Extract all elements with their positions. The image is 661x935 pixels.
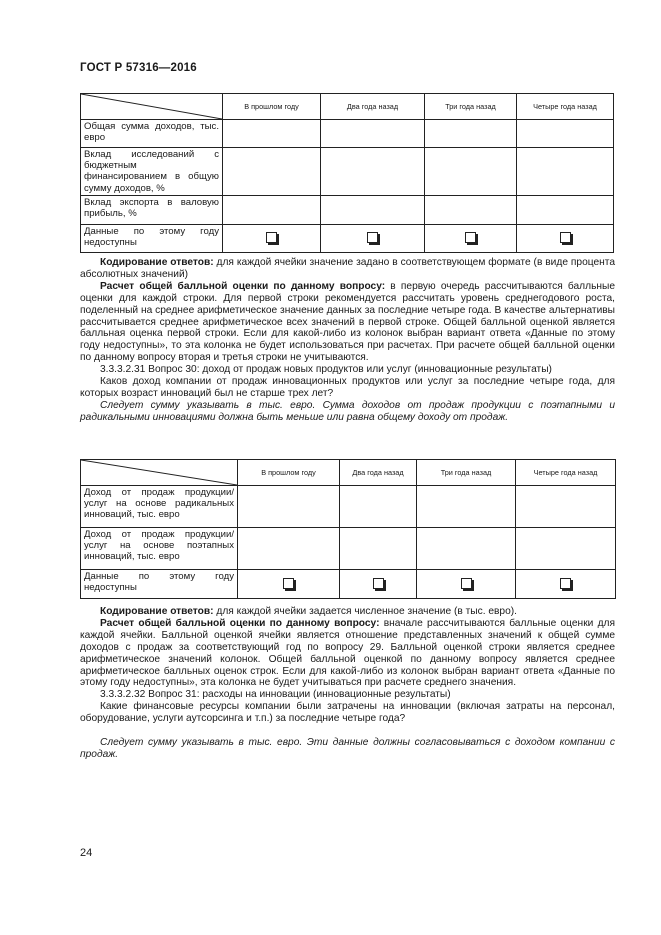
input-cell[interactable] (425, 148, 517, 196)
diagonal-header-cell (81, 460, 238, 486)
paragraph: Расчет общей балльной оценки по данному вопросу: вначале рассчитываются балльные оценки для каждой ячейки. Балльной оценкой ячейки является отношение представленных значений к общей сумме доходов с продаж за соответствующий год по вопросу 29. Балльной оценкой строки является среднее арифметическое значений колонок. Общей балльной оценкой по данному вопросу является среднее арифметическое балльных оценок строк. Если для какой-либо из колонок выбран вариант ответа «Данные по этому году недоступны», эта колонка не будет учитываться при расчете среднего значения. (80, 617, 615, 689)
row-label: Данные по этому году недоступны (81, 224, 223, 252)
table-row (81, 120, 614, 148)
row-label: Общая сумма доходов, тыс. евро (81, 120, 223, 148)
input-cell[interactable] (238, 486, 340, 528)
paragraph: Кодирование ответов: для каждой ячейки значение задано в соответствующем формате (в виде процента абсолютных значений) (80, 257, 615, 280)
checkbox[interactable] (465, 232, 476, 243)
checkbox[interactable] (560, 578, 571, 589)
input-cell[interactable] (425, 120, 517, 148)
checkbox[interactable] (560, 232, 571, 243)
input-cell[interactable] (516, 486, 616, 528)
table-row (81, 528, 616, 570)
text-block-2 (80, 606, 615, 761)
bold-term: Расчет общей балльной оценки по данному вопросу: (100, 280, 386, 292)
column-header: Четыре года назад (517, 94, 614, 120)
table-row (81, 224, 614, 252)
input-cell[interactable] (321, 195, 425, 224)
page-number: 24 (80, 847, 93, 859)
input-cell[interactable] (238, 528, 340, 570)
input-cell[interactable] (517, 148, 614, 196)
text-block-1 (80, 257, 615, 424)
row-label: Вклад исследований с бюджетным финансированием в общую сумму доходов, % (81, 148, 223, 196)
section-heading: 3.3.3.2.31 Вопрос 30: доход от продаж новых продуктов или услуг (инновационные результаты) (100, 364, 552, 376)
question-29-table (80, 93, 614, 253)
input-cell[interactable] (321, 120, 425, 148)
checkbox[interactable] (461, 578, 472, 589)
note-italic: Следует сумму указывать в тыс. евро. Эти данные должны согласовываться с доходом компании с продаж. (80, 737, 615, 760)
column-header: Три года назад (425, 94, 517, 120)
input-cell[interactable] (340, 486, 417, 528)
bold-term: Кодирование ответов: (100, 257, 214, 268)
bold-term: Кодирование ответов: (100, 606, 214, 617)
column-header: Четыре года назад (516, 460, 616, 486)
table-row (81, 570, 616, 599)
question-text: Каков доход компании от продаж инновационных продуктов или услуг за последние четыре года, для которых возраст инноваций был не старше трех лет? (80, 376, 615, 399)
input-cell[interactable] (417, 528, 516, 570)
column-header: В прошлом году (238, 460, 340, 486)
column-header: Два года назад (321, 94, 425, 120)
input-cell[interactable] (517, 120, 614, 148)
input-cell[interactable] (321, 148, 425, 196)
row-label: Доход от продаж продукции/услуг на основе радикальных инноваций, тыс. евро (81, 486, 238, 528)
input-cell[interactable] (223, 195, 321, 224)
input-cell[interactable] (517, 195, 614, 224)
input-cell[interactable] (425, 195, 517, 224)
bold-term: Расчет общей балльной оценки по данному вопросу: (100, 617, 380, 629)
table-header-row (81, 460, 616, 486)
question-30-table (80, 459, 616, 599)
checkbox[interactable] (283, 578, 294, 589)
table-row (81, 195, 614, 224)
section-heading: 3.3.3.2.32 Вопрос 31: расходы на инновации (инновационные результаты) (100, 689, 451, 701)
table-row (81, 486, 616, 528)
diagonal-header-cell (81, 94, 223, 120)
table-header-row (81, 94, 614, 120)
note-italic: Следует сумму указывать в тыс. евро. Сумма доходов от продаж продукции с поэтапными и радикальными инновациями должна быть меньше или равна общему доходу от продаж. (80, 399, 615, 423)
input-cell[interactable] (417, 486, 516, 528)
checkbox[interactable] (373, 578, 384, 589)
input-cell[interactable] (223, 148, 321, 196)
column-header: Три года назад (417, 460, 516, 486)
document-header: ГОСТ Р 57316—2016 (80, 62, 197, 74)
question-text: Какие финансовые ресурсы компании были затрачены на инновации (включая затраты на персонал, оборудование, услуги аутсорсинга и т.п.) за последние четыре года? (80, 701, 615, 725)
column-header: Два года назад (340, 460, 417, 486)
table-row (81, 148, 614, 196)
input-cell[interactable] (223, 120, 321, 148)
row-label: Вклад экспорта в валовую прибыль, % (81, 195, 223, 224)
paragraph: Расчет общей балльной оценки по данному вопросу: в первую очередь рассчитываются балльные оценки для каждой строки. Для первой строки рекомендуется рассчитать уровень среднегодового роста, поделенный на среднее арифметическое значение данных за последние четыре года. В качестве альтернативы рассчитывается среднее арифметическое всех значений в первой строке. Общей балльной оценкой является балльная оценка первой строки. Если для какой-либо из колонок выбран вариант ответа «Данные по этому году недоступны», то эта колонка не будет использоваться при расчетах. При расчете общей балльной оценки по данному вопросу вторая и третья строки не учитываются. (80, 280, 615, 364)
checkbox[interactable] (266, 232, 277, 243)
input-cell[interactable] (340, 528, 417, 570)
row-label: Доход от продаж продукции/услуг на основе поэтапных инноваций, тыс. евро (81, 528, 238, 570)
paragraph: Кодирование ответов: для каждой ячейки задается численное значение (в тыс. евро). (100, 606, 517, 617)
input-cell[interactable] (516, 528, 616, 570)
column-header: В прошлом году (223, 94, 321, 120)
row-label: Данные по этому году недоступны (81, 570, 238, 599)
checkbox[interactable] (367, 232, 378, 243)
